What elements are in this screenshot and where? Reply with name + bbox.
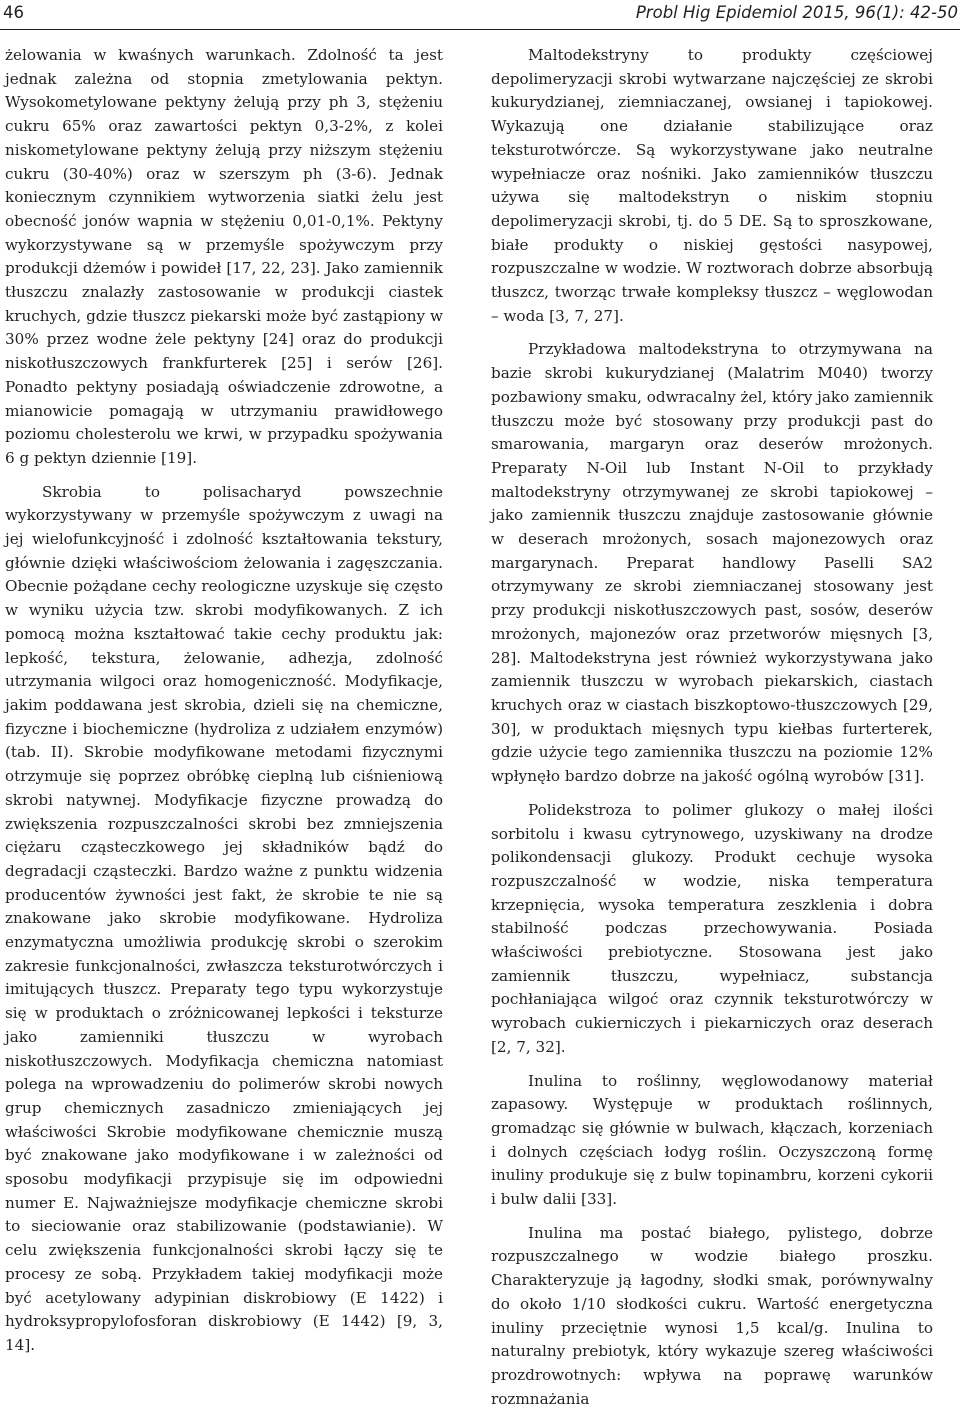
journal-citation: Probl Hig Epidemiol 2015, 96(1): 42-50 xyxy=(635,3,958,22)
paragraph-maltodextrins: Maltodekstryny to produkty częściowej depolimeryzacji skrobi wytwarzane najczęściej ze skrobi kukurydzianej, ziemniaczanej, owsianej i tapiokowej. Wykazują one działanie stabilizujące oraz teksturotwórcze. Są wykorzystywane jako neutralne wypełniacze oraz nośniki. Jako zamienników tłuszczu używa się maltodekstryn o niskim stopniu depolimeryzacji skrobi, tj. do 5 DE. Są to sproszkowane, białe produkty o niskiej gęstości nasypowej, rozpuszczalne w wodzie. W roztworach dobrze absorbują tłuszcz, tworząc trwałe kompleksy tłuszcz – węglowodan – woda [3, 7, 27]. xyxy=(491,46,933,325)
paragraph-inulin-properties: Inulina ma postać białego, pylistego, dobrze rozpuszczalnego w wodzie białego proszku. Charakteryzuje ją łagodny, słodki smak, porównywalny do około 1/10 słodkości cukru. Wartość energetyczna inuliny przeciętnie wynosi 1,5 kcal/g. Inulina to naturalny prebiotyk, który wykazuje szereg właściwości prozdrowotnych: wpływa na poprawę warunków rozmnażania xyxy=(491,1223,933,1408)
header-rule xyxy=(0,29,960,30)
paragraph-polydextrose: Polidekstroza to polimer glukozy o małej ilości sorbitolu i kwasu cytrynowego, uzyskiwany na drodze polikondensacji glukozy. Produkt cechuje wysoka rozpuszczalność w wodzie, niska temperatura krzepnięcia, wysoka temperatura zeszklenia i dobra stabilność podczas przechowywania. Posiada właściwości prebiotyczne. Stosowana jest jako zamiennik tłuszczu, wypełniacz, substancja pochłaniająca wilgoć oraz czynnik teksturotwórczy w wyrobach cukierniczych i piekarniczych oraz deserach [2, 7, 32]. xyxy=(491,800,933,1056)
left-column xyxy=(5,44,443,1358)
paragraph-pectins: żelowania w kwaśnych warunkach. Zdolność ta jest jednak zależna od stopnia zmetylowania pektyn. Wysokometylowane pektyny żelują przy ph 3, stężeniu cukru 65% oraz zawartości pektyn 0,3-2%, z kolei niskometylowane pektyny żelują przy niższym stężeniu cukru (30-40%) oraz w szerszym ph (3-6). Jednak koniecznym czynnikiem wytworzenia siatki żelu jest obecność jonów wapnia w stężeniu 0,01-0,1%. Pektyny wykorzystywane są w przemyśle spożywczym przy produkcji dżemów i powideł [17, 22, 23]. Jako zamiennik tłuszczu znalazły zastosowanie w produkcji ciastek kruchych, gdzie tłuszcz piekarski może być zastąpiony w 30% przez wodne żele pektyny [24] oraz do produkcji niskotłuszczowych frankfurterek [25] i serów [26]. Ponadto pektyny posiadają oświadczenie zdrowotne, a mianowicie pomagają w utrzymaniu prawidłowego poziomu cholesterolu we krwi, w przypadku spożywania 6 g pektyn dziennie [19]. xyxy=(5,46,443,467)
running-header xyxy=(0,0,960,30)
paragraph-starch: Skrobia to polisacharyd powszechnie wykorzystywany w przemyśle spożywczym z uwagi na jej wielofunkcyjność i zdolność kształtowania tekstury, głównie dzięki właściwościom żelowania i zagęszczania. Obecnie pożądane cechy reologiczne uzyskuje się często w wyniku użycia tzw. skrobi modyfikowanych. Z ich pomocą można kształtować takie cechy produktu jak: lepkość, tekstura, żelowanie, adhezja, zdolność utrzymania wilgoci oraz homogeniczność. Modyfikacje, jakim poddawana jest skrobia, dzieli się na chemiczne, fizyczne i biochemiczne (hydroliza z udziałem enzymów) (tab. II). Skrobie modyfikowane metodami fizycznymi otrzymuje się poprzez obróbkę cieplną lub ciśnieniową skrobi natywnej. Modyfikacje fizyczne prowadzą do zwiększenia rozpuszczalności skrobi bez zmniejszenia ciężaru cząsteczkowego jej składników bądź do degradacji cząsteczki. Bardzo ważne z punktu widzenia producentów żywności jest fakt, że skrobie te nie są znakowane jako skrobie modyfikowane. Hydroliza enzymatyczna umożliwia produkcję skrobi o szerokim zakresie funkcjonalności, zwłaszcza teksturotwórczych i imitujących tłuszcz. Preparaty tego typu wykorzystuje się w produktach o zróżnicowanej lepkości i teksturze jako zamienniki tłuszczu w wyrobach niskotłuszczowych. Modyfikacja chemiczna natomiast polega na wprowadzeniu do polimerów skrobi nowych grup chemicznych zasadniczo zmieniających jej właściwości Skrobie modyfikowane chemicznie muszą być znakowane jako modyfikowane i w zależności od sposobu modyfikacji przypisuje się im odpowiedni numer E. Najważniejsze modyfikacje chemiczne skrobi to sieciowanie oraz stabilizowanie (podstawianie). W celu zwiększenia funkcjonalności skrobi łączy się te procesy ze sobą. Przykładem takiej modyfikacji może być acetylowany adypinian diskrobiowy (E 1422) i hydroksypropylofosforan diskrobiowy (E 1442) [9, 3, 14]. xyxy=(5,482,443,1354)
paragraph-maltodextrin-examples: Przykładowa maltodekstryna to otrzymywana na bazie skrobi kukurydzianej (Malatrim M040) tworzy pozbawiony smaku, odwracalny żel, który jako zamiennik tłuszczu może być stosowany przy produkcji past do smarowania, margaryn oraz deserów mrożonych. Preparaty N-Oil lub Instant N-Oil to przykłady maltodekstryny otrzymywanej ze skrobi tapiokowej – jako zamiennik tłuszczu znajduje zastosowanie głównie w deserach mrożonych, sosach majonezowych oraz margarynach. Preparat handlowy Paselli SA2 otrzymywany ze skrobi ziemniaczanej stosowany jest przy produkcji niskotłuszczowych past, sosów, deserów mrożonych, majonezów oraz przetworów mięsnych [3, 28]. Maltodekstryna jest również wykorzystywana jako zamiennik tłuszczu w wyrobach piekarskich, ciastach kruchych oraz w ciastach biszkoptowo-tłuszczowych [29, 30], w produktach mięsnych typu kiełbas furterterek, gdzie użycie tego zamiennika tłuszczu na poziomie 12% wpłynęło bardzo dobrze na jakość ogólną wyrobów [31]. xyxy=(491,340,933,786)
page-number: 46 xyxy=(3,3,24,22)
right-column xyxy=(491,44,933,1411)
paragraph-inulin-intro: Inulina to roślinny, węglowodanowy materiał zapasowy. Występuje w produktach roślinnych, gromadząc się głównie w bulwach, kłączach, korzeniach i dolnych częściach łodyg roślin. Oczyszczoną formę inuliny produkuje się z bulw topinambru, korzeni cykorii i bulw dalii [33]. xyxy=(491,1071,933,1209)
